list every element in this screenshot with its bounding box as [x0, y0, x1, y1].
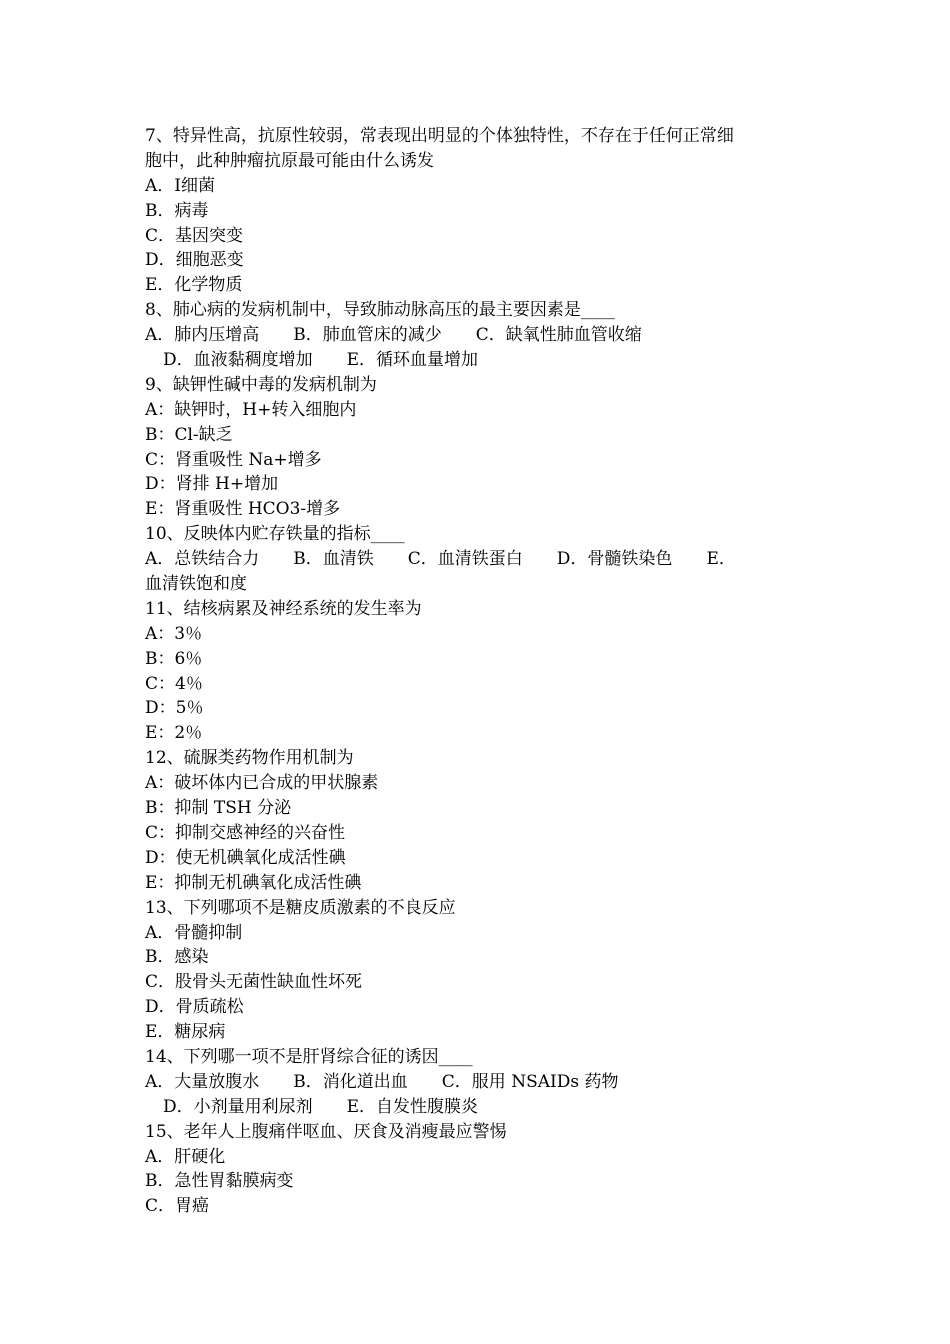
- question-8-option-d: D．血液黏稠度增加: [163, 350, 313, 371]
- question-10-option-e-label: E．: [706, 549, 736, 570]
- question-14-option-d: D．小剂量用利尿剂: [163, 1096, 313, 1117]
- question-7-option-d: D．细胞恶变: [145, 250, 244, 271]
- question-15-option-c: C．胃癌: [145, 1196, 210, 1217]
- question-15-option-a: A．肝硬化: [145, 1146, 226, 1167]
- question-8-options-row-2: [145, 348, 815, 373]
- question-10-option-a: A．总铁结合力: [145, 549, 260, 570]
- question-14-option-c: C．服用 NSAIDs 药物: [441, 1071, 619, 1092]
- question-9-option-c: C：肾重吸性 Na+增多: [145, 449, 322, 470]
- question-8-option-b: B．肺血管床的减少: [293, 325, 442, 346]
- question-12-option-e: E：抑制无机碘氧化成活性碘: [145, 872, 362, 893]
- question-12-option-b: B：抑制 TSH 分泌: [145, 798, 292, 819]
- question-7-option-a: A．Ⅰ细菌: [145, 175, 215, 196]
- question-14-stem: 14、下列哪一项不是肝肾综合征的诱因____: [145, 1046, 473, 1067]
- question-11-option-d: D：5％: [145, 698, 204, 719]
- question-10-option-c: C．血清铁蛋白: [407, 549, 523, 570]
- question-7-stem-line-1: 7、特异性高，抗原性较弱，常表现出明显的个体独特性，不存在于任何正常细: [145, 126, 734, 146]
- question-10-option-b: B．血清铁: [293, 549, 374, 570]
- question-12-option-d: D：使无机碘氧化成活性碘: [145, 847, 346, 868]
- question-10-option-e-text: 血清铁饱和度: [145, 574, 247, 595]
- question-13-option-d: D．骨质疏松: [145, 997, 244, 1018]
- question-7-option-b: B．病毒: [145, 200, 209, 221]
- question-10-options-row-1: [145, 547, 815, 572]
- question-8-option-a: A．肺内压增高: [145, 325, 260, 346]
- question-13-option-c: C．股骨头无菌性缺血性坏死: [145, 972, 363, 993]
- question-7-stem-line-2: 胞中，此种肿瘤抗原最可能由什么诱发: [145, 150, 434, 171]
- question-7-option-e: E．化学物质: [145, 275, 243, 296]
- question-15-stem: 15、老年人上腹痛伴呕血、厌食及消瘦最应警惕: [145, 1121, 507, 1142]
- question-9-option-b: B：Cl-缺乏: [145, 424, 233, 445]
- question-12-option-c: C：抑制交感神经的兴奋性: [145, 822, 346, 843]
- question-13-option-e: E．糖尿病: [145, 1022, 226, 1043]
- question-14-option-b: B．消化道出血: [293, 1071, 408, 1092]
- question-12-option-a: A：破坏体内已合成的甲状腺素: [145, 773, 379, 794]
- question-11-option-b: B：6％: [145, 648, 203, 669]
- question-14-options-row-1: [145, 1070, 815, 1095]
- question-10-option-d: D．骨髓铁染色: [556, 549, 673, 570]
- question-8-option-e: E．循环血量增加: [346, 350, 479, 371]
- question-7-option-c: C．基因突变: [145, 225, 244, 246]
- question-8-stem: 8、肺心病的发病机制中，导致肺动脉高压的最主要因素是____: [145, 300, 615, 321]
- question-9-stem: 9、缺钾性碱中毒的发病机制为: [145, 374, 377, 395]
- question-14-options-row-2: [145, 1095, 815, 1120]
- question-15-option-b: B．急性胃黏膜病变: [145, 1171, 294, 1192]
- question-14-option-e: E．自发性腹膜炎: [346, 1096, 479, 1117]
- question-14-option-a: A．大量放腹水: [145, 1071, 260, 1092]
- question-11-option-e: E：2％: [145, 723, 203, 744]
- question-13-option-a: A．骨髓抑制: [145, 922, 243, 943]
- question-11-option-c: C：4％: [145, 673, 203, 694]
- question-11-option-a: A：3％: [145, 623, 203, 644]
- question-10-stem: 10、反映体内贮存铁量的指标____: [145, 524, 405, 545]
- question-9-option-a: A：缺钾时，H+转入细胞内: [145, 399, 357, 420]
- question-12-stem: 12、硫脲类药物作用机制为: [145, 748, 354, 769]
- question-13-option-b: B．感染: [145, 947, 209, 968]
- question-8-options-row-1: [145, 323, 815, 348]
- question-11-stem: 11、结核病累及神经系统的发生率为: [145, 598, 422, 619]
- question-9-option-d: D：肾排 H+增加: [145, 474, 279, 495]
- question-8-option-c: C．缺氧性肺血管收缩: [475, 325, 642, 346]
- question-13-stem: 13、下列哪项不是糖皮质激素的不良反应: [145, 897, 456, 918]
- document-page: [145, 124, 815, 1219]
- question-9-option-e: E：肾重吸性 HCO3-增多: [145, 499, 341, 520]
